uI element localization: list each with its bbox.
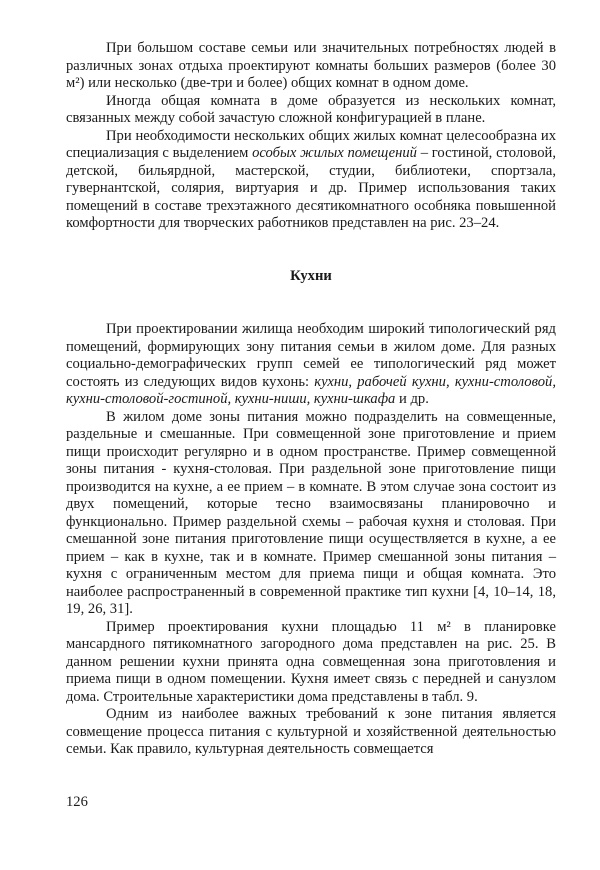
paragraph xyxy=(66,40,556,93)
text-run: При проектировании жилища необходим широкий типологический ряд помещений, формирующих зону питания семьи в жилом доме. Для разных социально-демографических групп семей ее типологический ряд может состоять из следующих видов кухонь: xyxy=(66,321,556,390)
text-run: Одним из наиболее важных требований к зоне питания является совмещение процесса питания с культурной и хозяйственной деятельностью семьи. Как правило, культурная деятельность совмещается xyxy=(66,706,556,757)
paragraph xyxy=(66,706,556,759)
italic-text: особых жилых помещений xyxy=(252,145,417,161)
paragraph xyxy=(66,321,556,409)
paragraph xyxy=(66,128,556,233)
section-heading: Кухни xyxy=(290,267,332,284)
page-body xyxy=(66,40,556,759)
paragraphs-after-heading xyxy=(66,321,556,759)
text-run: При большом составе семьи или значительных потребностях людей в различных зонах отдыха проектируют комнаты больших размеров (более 30 м²) или несколько (две-три и более) общих комнат в одном доме. xyxy=(66,40,556,91)
text-run: В жилом доме зоны питания можно подразделить на совмещенные, раздельные и смешанные. При совмещенной зоне приготовление и прием пищи происходит регулярно и в одном пространстве. Пример совмещенной зоны питания - кухня-столовая. При раздельной зоне приготовление пищи производится на кухне, а ее прием – в комнате. В этом случае зона состоит из двух помещений, которые тесно взаимосвязаны планировочно и функционально. Пример раздельной схемы – рабочая кухня и столовая. При смешанной зоне питания приготовление пищи осуществляется в кухне, а ее прием – как в кухне, так и в комнате. Пример смешанной зоны питания – кухня с ограниченным местом для приема пищи и общая комната. Это наиболее распространенный в современной практике тип кухни [4, 10–14, 18, 19, 26, 31]. xyxy=(66,408,556,617)
text-run: Иногда общая комната в доме образуется из нескольких комнат, связанных между собой зачастую сложной конфигурацией в плане. xyxy=(66,92,556,126)
text-run: При необходимости нескольких общих жилых комнат целесообразна их специализация с выделением xyxy=(66,127,556,161)
text-run: – гостиной, столовой, детской, бильярдной, мастерской, студии, библиотеки, спортзала, гувернантской, солярия, виртуария и др. Пример использования таких помещений в составе трехэтажного десятикомнатного особняка повышенной комфортности для творческих работников представлен на рис. 23–24. xyxy=(66,145,556,231)
italic-text: кухни, рабочей кухни, кухни-столовой, кухни-столовой-гостиной, кухни-ниши, кухни-шкафа xyxy=(66,373,556,407)
paragraph xyxy=(66,93,556,128)
paragraph xyxy=(66,619,556,707)
paragraphs-before-heading xyxy=(66,40,556,233)
paragraph xyxy=(66,409,556,619)
text-run: Пример проектирования кухни площадью 11 м² в планировке мансардного пятикомнатного загородного дома представлен на рис. 25. В данном решении кухни принята одна совмещенная зона приготовления и приема пищи в одном помещении. Кухня имеет связь с передней и санузлом дома. Строительные характеристики дома представлены в табл. 9. xyxy=(66,618,556,705)
page-number: 126 xyxy=(66,794,88,810)
text-run: и др. xyxy=(395,391,429,407)
